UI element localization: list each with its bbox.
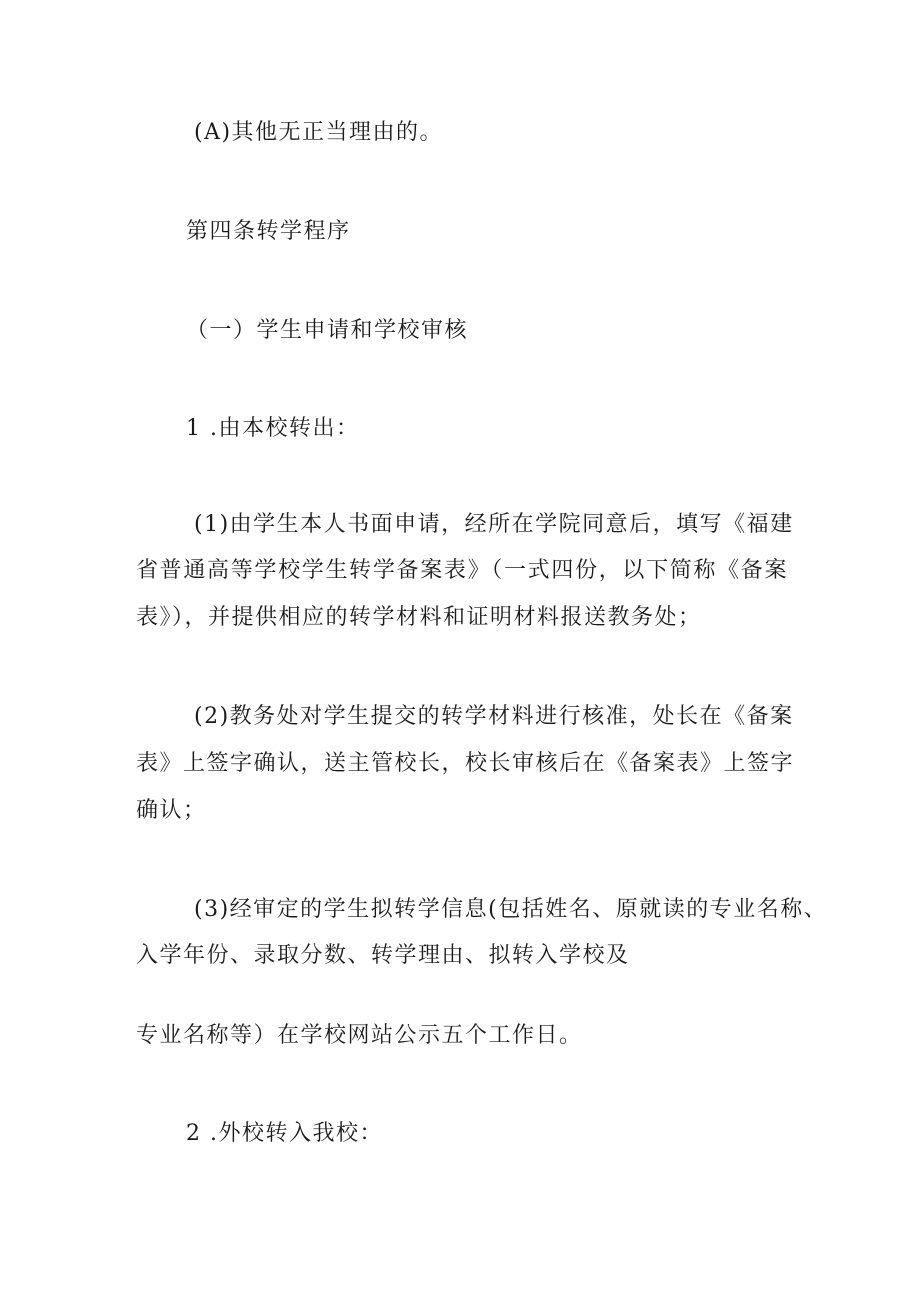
subsection-heading-2: 2 .外校转入我校： (186, 1121, 383, 1146)
subsection-heading-1: 1 .由本校转出： (186, 416, 360, 441)
paragraph-1-line-2: 省普通高等学校学生转学备案表》（一式四份，以下简称《备案 (136, 558, 788, 583)
paragraph-2-line-2: 表》上签字确认，送主管校长，校长审核后在《备案表》上签字 (136, 751, 795, 776)
clause-item-a: (A)其他无正当理由的。 (194, 120, 444, 145)
section-heading: （一）学生申请和学校审核 (186, 318, 469, 343)
paragraph-1-line-1: (1)由学生本人书面申请，经所在学院同意后，填写《福建 (194, 512, 794, 537)
paragraph-3-line-3: 专业名称等）在学校网站公示五个工作日。 (136, 1023, 583, 1048)
paragraph-3-line-1: (3)经审定的学生拟转学信息(包括姓名、原就读的专业名称、 (194, 897, 828, 922)
paragraph-2-line-1: (2)教务处对学生提交的转学材料进行核准，处长在《备案 (194, 704, 794, 729)
paragraph-3-line-2: 入学年份、录取分数、转学理由、拟转入学校及 (136, 943, 630, 968)
article-heading: 第四条转学程序 (186, 219, 351, 244)
paragraph-1-line-3: 表》），并提供相应的转学材料和证明材料报送教务处； (136, 605, 702, 630)
paragraph-2-line-3: 确认； (136, 798, 207, 823)
